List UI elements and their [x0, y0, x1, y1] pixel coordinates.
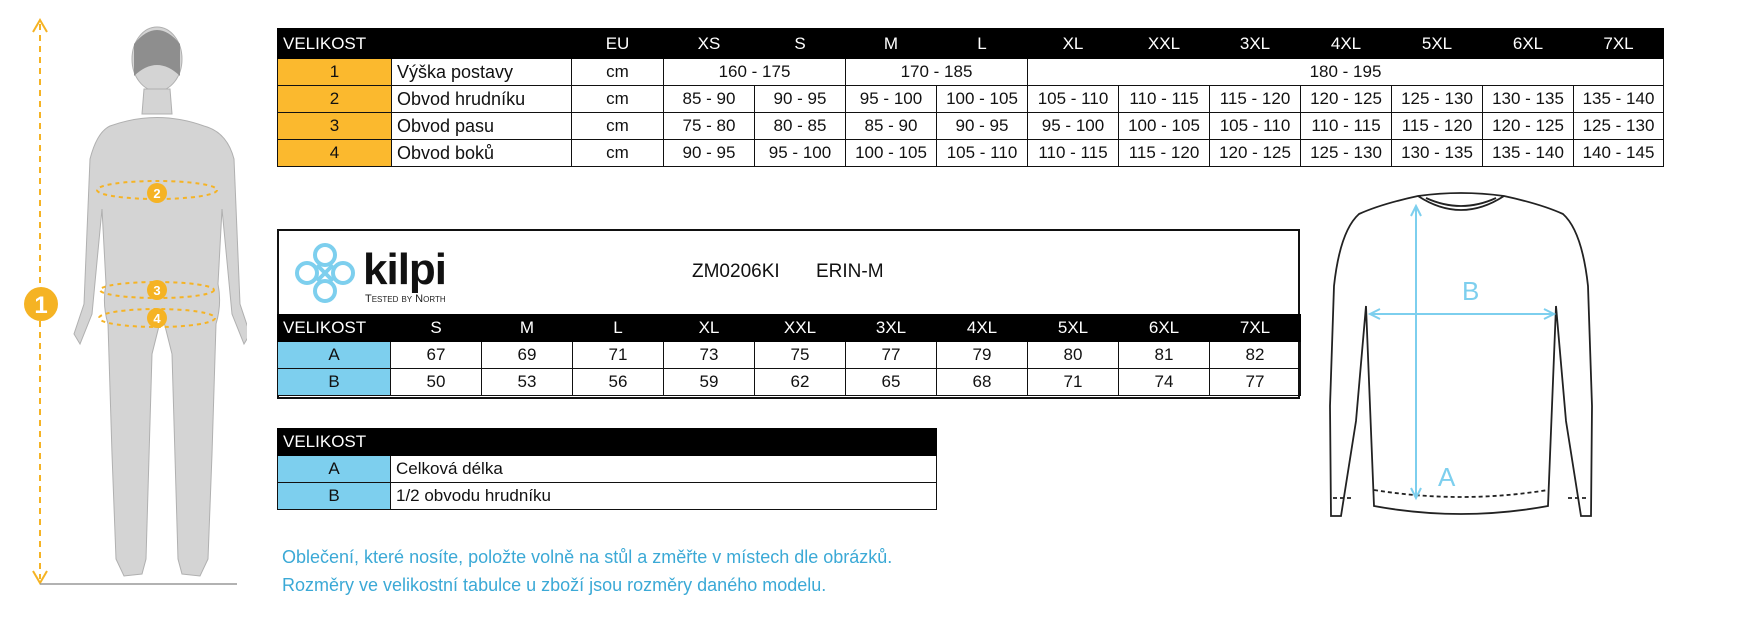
- chest-marker-label: B: [1462, 276, 1480, 306]
- row-unit: cm: [572, 140, 664, 167]
- table-cell: 53: [482, 369, 573, 396]
- row-number: 1: [278, 59, 392, 86]
- table-cell: 125 - 130: [1392, 86, 1483, 113]
- row-label: Výška postavy: [392, 59, 572, 86]
- row-unit: cm: [572, 86, 664, 113]
- row-number: 4: [278, 140, 392, 167]
- waist-marker-label: 3: [153, 283, 161, 298]
- table-row: [278, 59, 1664, 86]
- table-row: [278, 113, 1664, 140]
- table-cell: 110 - 115: [1119, 86, 1210, 113]
- header-size: 5XL: [1392, 29, 1483, 59]
- header-size: 4XL: [1301, 29, 1392, 59]
- product-size-header-row: [278, 315, 1301, 342]
- table-cell: 105 - 110: [1028, 86, 1119, 113]
- table-cell: 125 - 130: [1301, 140, 1392, 167]
- product-name: ERIN-M: [816, 261, 884, 282]
- table-cell: 80: [1028, 342, 1119, 369]
- table-cell: 100 - 105: [1119, 113, 1210, 140]
- table-cell: 135 - 140: [1574, 86, 1664, 113]
- table-cell: 77: [846, 342, 937, 369]
- header-size: XL: [1028, 29, 1119, 59]
- table-cell: 100 - 105: [937, 86, 1028, 113]
- table-cell: 110 - 115: [1301, 113, 1392, 140]
- header-size: 3XL: [846, 315, 937, 342]
- table-cell: 180 - 195: [1028, 59, 1664, 86]
- table-cell: 79: [937, 342, 1028, 369]
- table-cell: 110 - 115: [1028, 140, 1119, 167]
- table-cell: 50: [391, 369, 482, 396]
- header-size: 6XL: [1119, 315, 1210, 342]
- product-size-table: [277, 314, 1301, 396]
- table-cell: 81: [1119, 342, 1210, 369]
- table-cell: 105 - 110: [937, 140, 1028, 167]
- table-row: [278, 369, 1301, 396]
- table-cell: 130 - 135: [1483, 86, 1574, 113]
- shirt-outline: [1330, 193, 1592, 516]
- legend-key: A: [278, 456, 391, 483]
- brand-logo-text: kilpi: [363, 245, 447, 294]
- table-cell: 65: [846, 369, 937, 396]
- table-cell: 90 - 95: [937, 113, 1028, 140]
- legend-header: VELIKOST: [278, 429, 937, 456]
- legend-text: 1/2 obvodu hrudníku: [391, 483, 937, 510]
- measurement-legend-table: [277, 428, 937, 510]
- header-size: XXL: [755, 315, 846, 342]
- row-label: Obvod boků: [392, 140, 572, 167]
- legend-text: Celková délka: [391, 456, 937, 483]
- table-row: [278, 140, 1664, 167]
- table-cell: 67: [391, 342, 482, 369]
- table-cell: 85 - 90: [664, 86, 755, 113]
- brand-tagline: Tested by North: [365, 293, 446, 305]
- table-cell: 95 - 100: [755, 140, 846, 167]
- table-cell: 75: [755, 342, 846, 369]
- header-size: 7XL: [1574, 29, 1664, 59]
- legend-key: B: [278, 483, 391, 510]
- table-cell: 56: [573, 369, 664, 396]
- row-number: 3: [278, 113, 392, 140]
- product-code: ZM0206KI: [692, 261, 780, 282]
- row-number: 2: [278, 86, 392, 113]
- kilpi-knot-icon: [293, 241, 357, 305]
- header-size: S: [391, 315, 482, 342]
- table-cell: 130 - 135: [1392, 140, 1483, 167]
- table-cell: 74: [1119, 369, 1210, 396]
- body-figure-diagram: [22, 14, 247, 592]
- header-size: M: [482, 315, 573, 342]
- table-cell: 59: [664, 369, 755, 396]
- instruction-note: Oblečení, které nosíte, položte volně na stůl a změřte v místech dle obrázků.: [282, 547, 893, 567]
- header-size: S: [755, 29, 846, 59]
- header-size: M: [846, 29, 937, 59]
- table-cell: 90 - 95: [755, 86, 846, 113]
- header-size: XL: [664, 315, 755, 342]
- row-key: B: [278, 369, 391, 396]
- table-cell: 71: [573, 342, 664, 369]
- table-cell: 120 - 125: [1301, 86, 1392, 113]
- table-row: [278, 456, 937, 483]
- header-size: L: [573, 315, 664, 342]
- header-size: XXL: [1119, 29, 1210, 59]
- header-blank: [392, 29, 572, 59]
- row-unit: cm: [572, 59, 664, 86]
- header-size: 6XL: [1483, 29, 1574, 59]
- table-cell: 170 - 185: [846, 59, 1028, 86]
- table-row: [278, 342, 1301, 369]
- hip-marker-label: 4: [153, 311, 161, 326]
- table-cell: 85 - 90: [846, 113, 937, 140]
- table-cell: 68: [937, 369, 1028, 396]
- table-cell: 77: [1210, 369, 1301, 396]
- table-cell: 80 - 85: [755, 113, 846, 140]
- header-size: XS: [664, 29, 755, 59]
- instruction-note: Rozměry ve velikostní tabulce u zboží jsou rozměry daného modelu.: [282, 575, 827, 595]
- header-size: 5XL: [1028, 315, 1119, 342]
- row-label: Obvod pasu: [392, 113, 572, 140]
- table-cell: 160 - 175: [664, 59, 846, 86]
- table-cell: 140 - 145: [1574, 140, 1664, 167]
- chest-marker-label: 2: [153, 186, 161, 201]
- height-marker-label: 1: [34, 292, 48, 319]
- row-key: A: [278, 342, 391, 369]
- legend-header-row: [278, 429, 937, 456]
- header-velikost: VELIKOST: [278, 29, 392, 59]
- table-cell: 90 - 95: [664, 140, 755, 167]
- table-cell: 69: [482, 342, 573, 369]
- shirt-diagram: [1326, 186, 1596, 556]
- header-size: 3XL: [1210, 29, 1301, 59]
- table-cell: 120 - 125: [1483, 113, 1574, 140]
- row-unit: cm: [572, 113, 664, 140]
- body-size-table: [277, 28, 1664, 167]
- table-cell: 125 - 130: [1574, 113, 1664, 140]
- table-cell: 95 - 100: [846, 86, 937, 113]
- table-cell: 115 - 120: [1119, 140, 1210, 167]
- body-silhouette: [74, 27, 247, 576]
- table-cell: 73: [664, 342, 755, 369]
- table-row: [278, 86, 1664, 113]
- table-cell: 62: [755, 369, 846, 396]
- body-size-header-row: [278, 29, 1664, 59]
- table-cell: 120 - 125: [1210, 140, 1301, 167]
- table-cell: 115 - 120: [1392, 113, 1483, 140]
- table-cell: 95 - 100: [1028, 113, 1119, 140]
- header-size: L: [937, 29, 1028, 59]
- header-size: 4XL: [937, 315, 1028, 342]
- table-cell: 82: [1210, 342, 1301, 369]
- table-row: [278, 483, 937, 510]
- header-size: 7XL: [1210, 315, 1301, 342]
- table-cell: 135 - 140: [1483, 140, 1574, 167]
- row-label: Obvod hrudníku: [392, 86, 572, 113]
- table-cell: 71: [1028, 369, 1119, 396]
- table-cell: 105 - 110: [1210, 113, 1301, 140]
- header-eu: EU: [572, 29, 664, 59]
- table-cell: 115 - 120: [1210, 86, 1301, 113]
- table-cell: 75 - 80: [664, 113, 755, 140]
- length-marker-label: A: [1438, 462, 1456, 492]
- table-cell: 100 - 105: [846, 140, 937, 167]
- header-velikost: VELIKOST: [278, 315, 391, 342]
